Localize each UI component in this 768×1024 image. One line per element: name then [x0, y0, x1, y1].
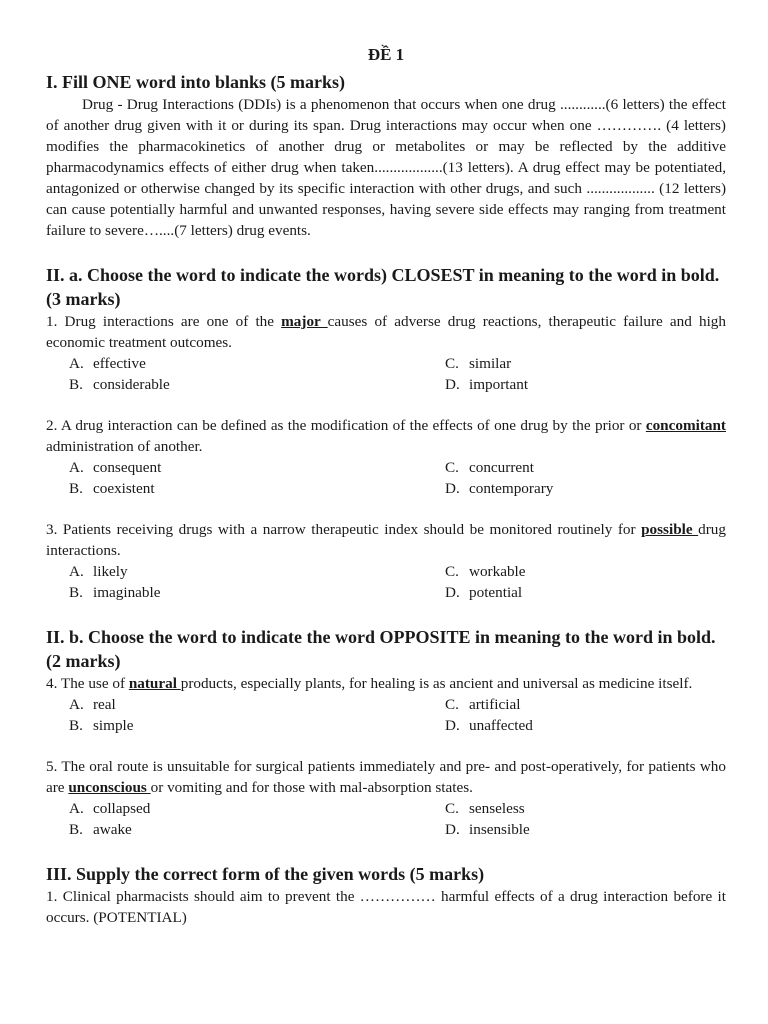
- option-a[interactable]: A. consequent: [69, 459, 162, 476]
- section-1-passage: Drug - Drug Interactions (DDIs) is a phenomenon that occurs when one drug ............(6 letters) the effect of another drug given with it or during its span. Drug interactions may occur when one …………. (4 letters) modifies the pharmacokinetics of another drug or metabolites or may be reflected by the additive pharmacodynamics effects of either drug when taken..................(13 letters). A drug effect may be potentiated, antagonized or otherwise changed by its specific interaction with other drugs, and such .................. (12 letters) can cause potentially harmful and unwanted responses, having severe side effects may ranging from treatment failure to severe…....(7 letters) drug events.: [46, 96, 726, 239]
- question-5: [46, 756, 726, 840]
- section-1-heading: I. Fill ONE word into blanks (5 marks): [46, 72, 346, 92]
- option-b[interactable]: B. coexistent: [69, 480, 155, 497]
- option-b[interactable]: B. awake: [69, 821, 132, 838]
- question-4-keyword: natural: [128, 675, 181, 692]
- question-4-text: 4. The use of natural products, especially plants, for healing is as ancient and universal as medicine itself.: [46, 675, 693, 692]
- option-a[interactable]: A. collapsed: [69, 800, 151, 817]
- question-3-text: 3. Patients receiving drugs with a narrow therapeutic index should be monitored routinely for possible drug interactions.: [46, 521, 726, 559]
- question-1-text: 1. Drug interactions are one of the major causes of adverse drug reactions, therapeutic failure and high economic treatment outcomes.: [46, 313, 726, 351]
- question-2: [46, 415, 726, 499]
- question-2-text: 2. A drug interaction can be defined as the modification of the effects of one drug by the prior or concomitant administration of another.: [46, 417, 726, 455]
- question-5-keyword: unconscious: [68, 779, 151, 796]
- question-4: [46, 673, 726, 736]
- question-1: [46, 311, 726, 395]
- section-3-question-1: 1. Clinical pharmacists should aim to prevent the …………… harmful effects of a drug interaction before it occurs. (POTENTIAL): [46, 888, 726, 926]
- option-c[interactable]: C. similar: [445, 355, 512, 372]
- option-a[interactable]: A. real: [69, 696, 116, 713]
- question-1-keyword: major: [281, 313, 328, 330]
- option-d[interactable]: D. potential: [445, 584, 523, 601]
- question-3-keyword: possible: [641, 521, 699, 538]
- section-2b-heading: II. b. Choose the word to indicate the word OPPOSITE in meaning to the word in bold. (2 marks): [46, 627, 716, 671]
- option-c[interactable]: C. workable: [445, 563, 526, 580]
- question-1-options: [69, 353, 726, 395]
- question-5-text: 5. The oral route is unsuitable for surgical patients immediately and pre- and post-operatively, for patients who are unconscious or vomiting and for those with mal-absorption states.: [46, 758, 726, 796]
- option-c[interactable]: C. senseless: [445, 800, 525, 817]
- question-2-keyword: concomitant: [645, 417, 726, 434]
- option-c[interactable]: C. concurrent: [445, 459, 534, 476]
- exam-title: ĐỀ 1: [367, 45, 405, 64]
- option-b[interactable]: B. simple: [69, 717, 134, 734]
- section-3-heading: III. Supply the correct form of the given words (5 marks): [46, 864, 485, 884]
- exam-page: [46, 44, 726, 928]
- option-b[interactable]: B. considerable: [69, 376, 170, 393]
- option-b[interactable]: B. imaginable: [69, 584, 161, 601]
- option-a[interactable]: A. effective: [69, 355, 146, 372]
- option-d[interactable]: D. important: [445, 376, 529, 393]
- question-5-options: [69, 798, 726, 840]
- question-3: [46, 519, 726, 603]
- question-3-options: [69, 561, 726, 603]
- question-4-options: [69, 694, 726, 736]
- section-2a-heading: II. a. Choose the word to indicate the words) CLOSEST in meaning to the word in bold. (3 marks): [46, 265, 720, 309]
- option-d[interactable]: D. unaffected: [445, 717, 533, 734]
- option-d[interactable]: D. insensible: [445, 821, 530, 838]
- question-2-options: [69, 457, 726, 499]
- option-c[interactable]: C. artificial: [445, 696, 521, 713]
- option-d[interactable]: D. contemporary: [445, 480, 554, 497]
- option-a[interactable]: A. likely: [69, 563, 128, 580]
